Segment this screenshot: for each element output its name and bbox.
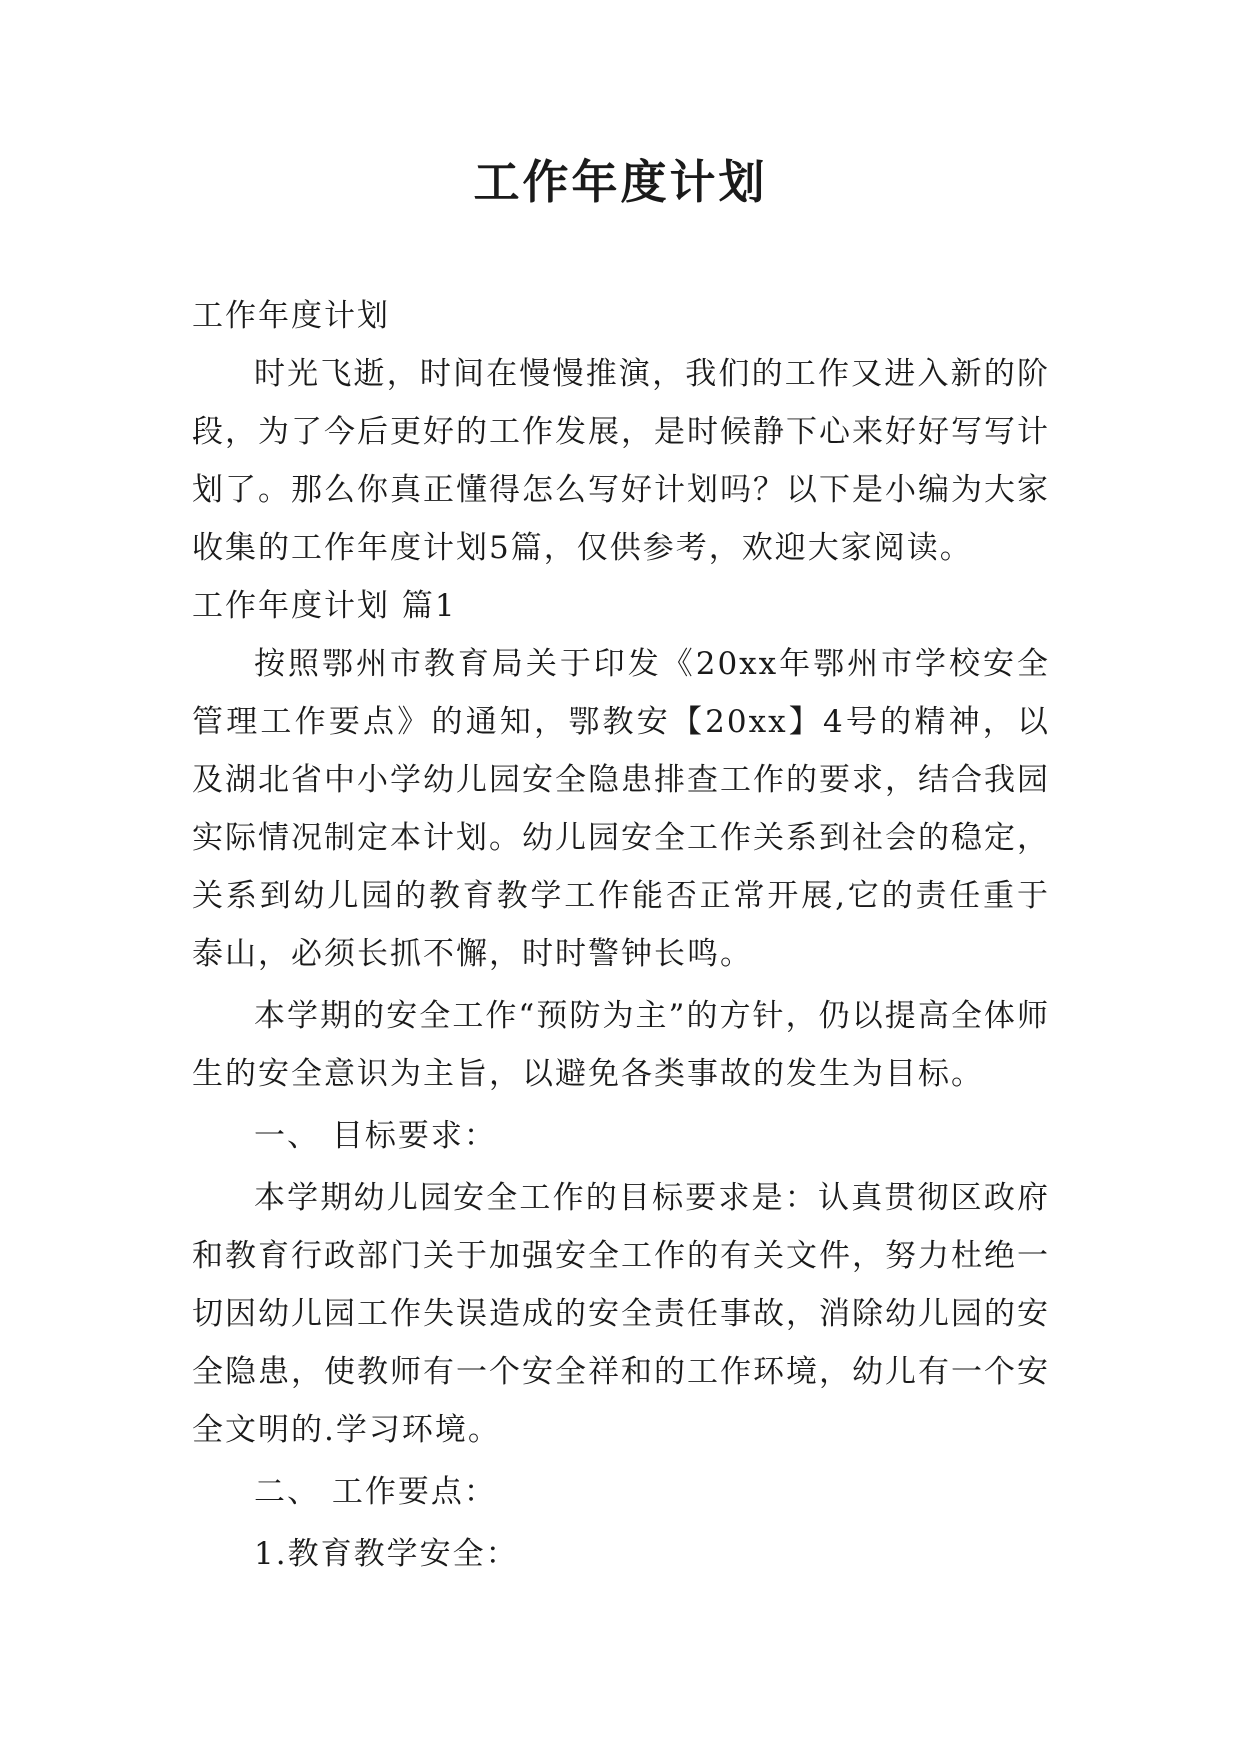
heading-teaching-safety: 1.教育教学安全： xyxy=(254,1536,519,1572)
document-body xyxy=(192,287,1050,1583)
heading-key-points: 二、 工作要点： xyxy=(254,1474,497,1510)
paragraph-goals: 本学期幼儿园安全工作的目标要求是：认真贯彻区政府和教育行政部门关于加强安全工作的有关文件，努力杜绝一切因幼儿园工作失误造成的安全责任事故，消除幼儿园的安全隐患，使教师有一个安全祥和的工作环境，幼儿有一个安全文明的.学习环境。 xyxy=(192,1180,1050,1448)
subtitle-line: 工作年度计划 xyxy=(192,298,390,334)
section-heading-part1: 工作年度计划 篇1 xyxy=(192,588,457,624)
paragraph-safety-policy: 本学期的安全工作“预防为主”的方针，仍以提高全体师生的安全意识为主旨，以避免各类事故的发生为目标。 xyxy=(192,998,1050,1092)
paragraph-plan-basis: 按照鄂州市教育局关于印发《20xx年鄂州市学校安全管理工作要点》的通知，鄂教安【20xx】4号的精神，以及湖北省中小学幼儿园安全隐患排查工作的要求，结合我园实际情况制定本计划。幼儿园安全工作关系到社会的稳定，关系到幼儿园的教育教学工作能否正常开展,它的责任重于泰山，必须长抓不懈，时时警钟长鸣。 xyxy=(192,646,1050,972)
document-title: 工作年度计划 xyxy=(473,155,768,209)
intro-paragraph: 时光飞逝，时间在慢慢推演，我们的工作又进入新的阶段，为了今后更好的工作发展，是时候静下心来好好写写计划了。那么你真正懂得怎么写好计划吗？以下是小编为大家收集的工作年度计划5篇，仅供参考，欢迎大家阅读。 xyxy=(192,356,1050,566)
heading-goals: 一、 目标要求： xyxy=(254,1118,497,1154)
